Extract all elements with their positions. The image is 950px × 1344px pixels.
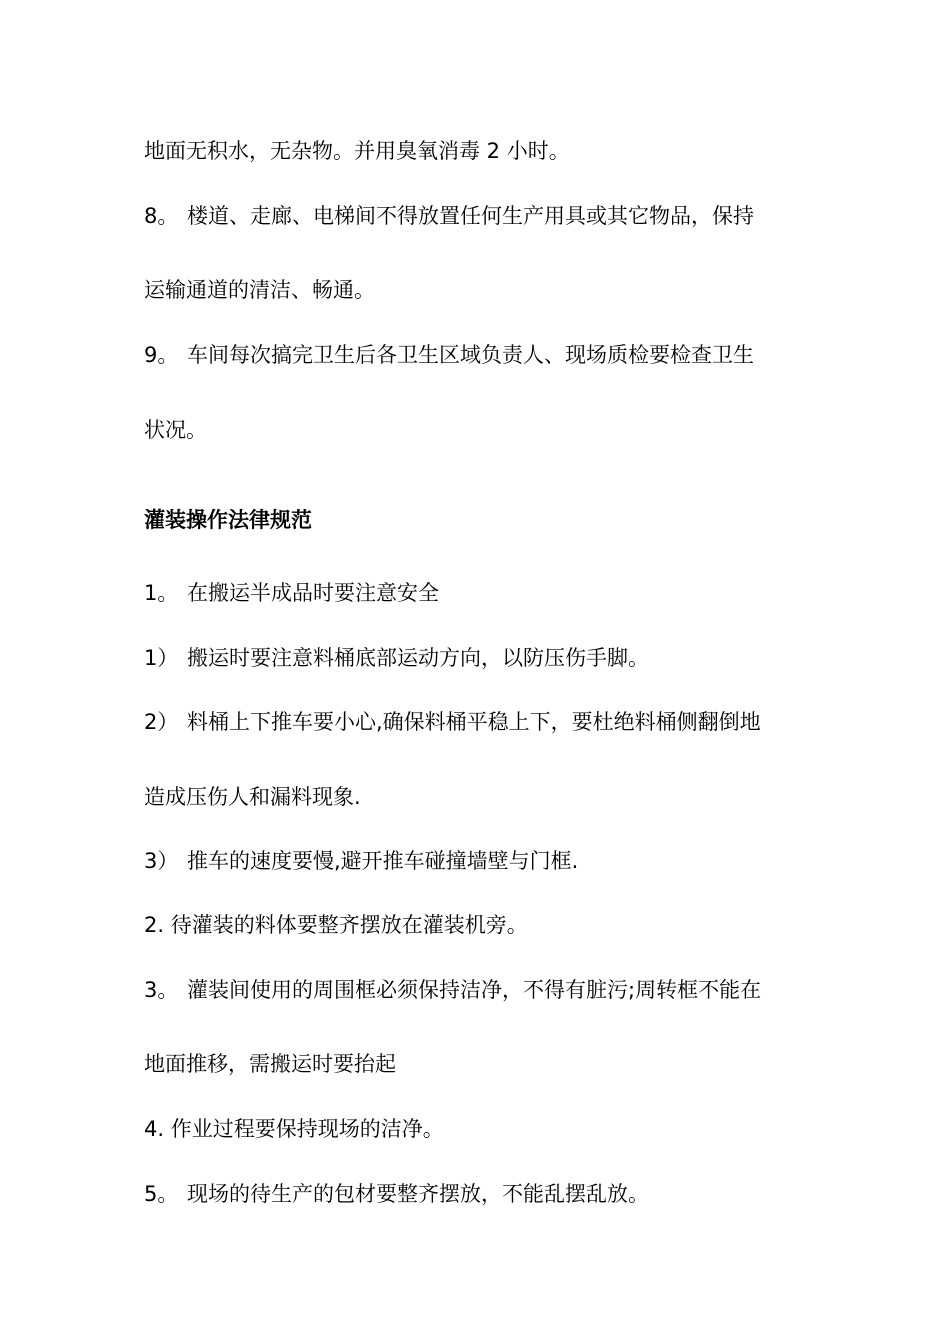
text-line [144, 784, 361, 810]
text-line [144, 417, 207, 443]
sub-item-3 [144, 848, 578, 874]
list-item-2 [144, 912, 528, 938]
item-number: 1） [144, 646, 179, 670]
item-text: 灌装间使用的周围框必须保持洁净，不得有脏污;周转框不能在 [187, 978, 762, 1002]
item-text: 在搬运半成品时要注意安全 [187, 581, 439, 605]
line-text: 状况。 [144, 418, 207, 442]
list-item-3 [144, 977, 761, 1003]
item-number: 9。 [144, 343, 179, 367]
sub-item-2 [144, 709, 761, 735]
item-text: 料桶上下推车要小心,确保料桶平稳上下，要杜绝料桶侧翻倒地 [187, 710, 761, 734]
line-text: 地面无积水，无杂物。并用臭氧消毒 2 小时。 [144, 139, 570, 163]
list-item-4 [144, 1116, 444, 1142]
list-item-9 [144, 342, 754, 368]
item-text: 推车的速度要慢,避开推车碰撞墙壁与门框. [187, 849, 579, 873]
item-number: 1。 [144, 581, 179, 605]
list-item-5 [144, 1181, 649, 1207]
text-line [144, 277, 375, 303]
list-item-1 [144, 580, 439, 606]
text-line [144, 1051, 396, 1077]
item-text: 车间每次搞完卫生后各卫生区域负责人、现场质检要检查卫生 [187, 343, 754, 367]
item-number: 8。 [144, 204, 179, 228]
text-line [144, 138, 570, 164]
item-text: 4. 作业过程要保持现场的洁净。 [144, 1117, 444, 1141]
item-text: 楼道、走廊、电梯间不得放置任何生产用具或其它物品，保持 [187, 204, 754, 228]
line-text: 造成压伤人和漏料现象. [144, 785, 361, 809]
item-number: 2） [144, 710, 179, 734]
item-number: 5。 [144, 1182, 179, 1206]
list-item-8 [144, 203, 754, 229]
section-heading [144, 507, 312, 533]
item-text: 现场的待生产的包材要整齐摆放，不能乱摆乱放。 [187, 1182, 649, 1206]
item-text: 搬运时要注意料桶底部运动方向，以防压伤手脚。 [187, 646, 649, 670]
heading-text: 灌装操作法律规范 [144, 508, 312, 532]
line-text: 运输通道的清洁、畅通。 [144, 278, 375, 302]
sub-item-1 [144, 645, 649, 671]
item-text: 2. 待灌装的料体要整齐摆放在灌装机旁。 [144, 913, 528, 937]
item-number: 3） [144, 849, 179, 873]
item-number: 3。 [144, 978, 179, 1002]
line-text: 地面推移，需搬运时要抬起 [144, 1052, 396, 1076]
